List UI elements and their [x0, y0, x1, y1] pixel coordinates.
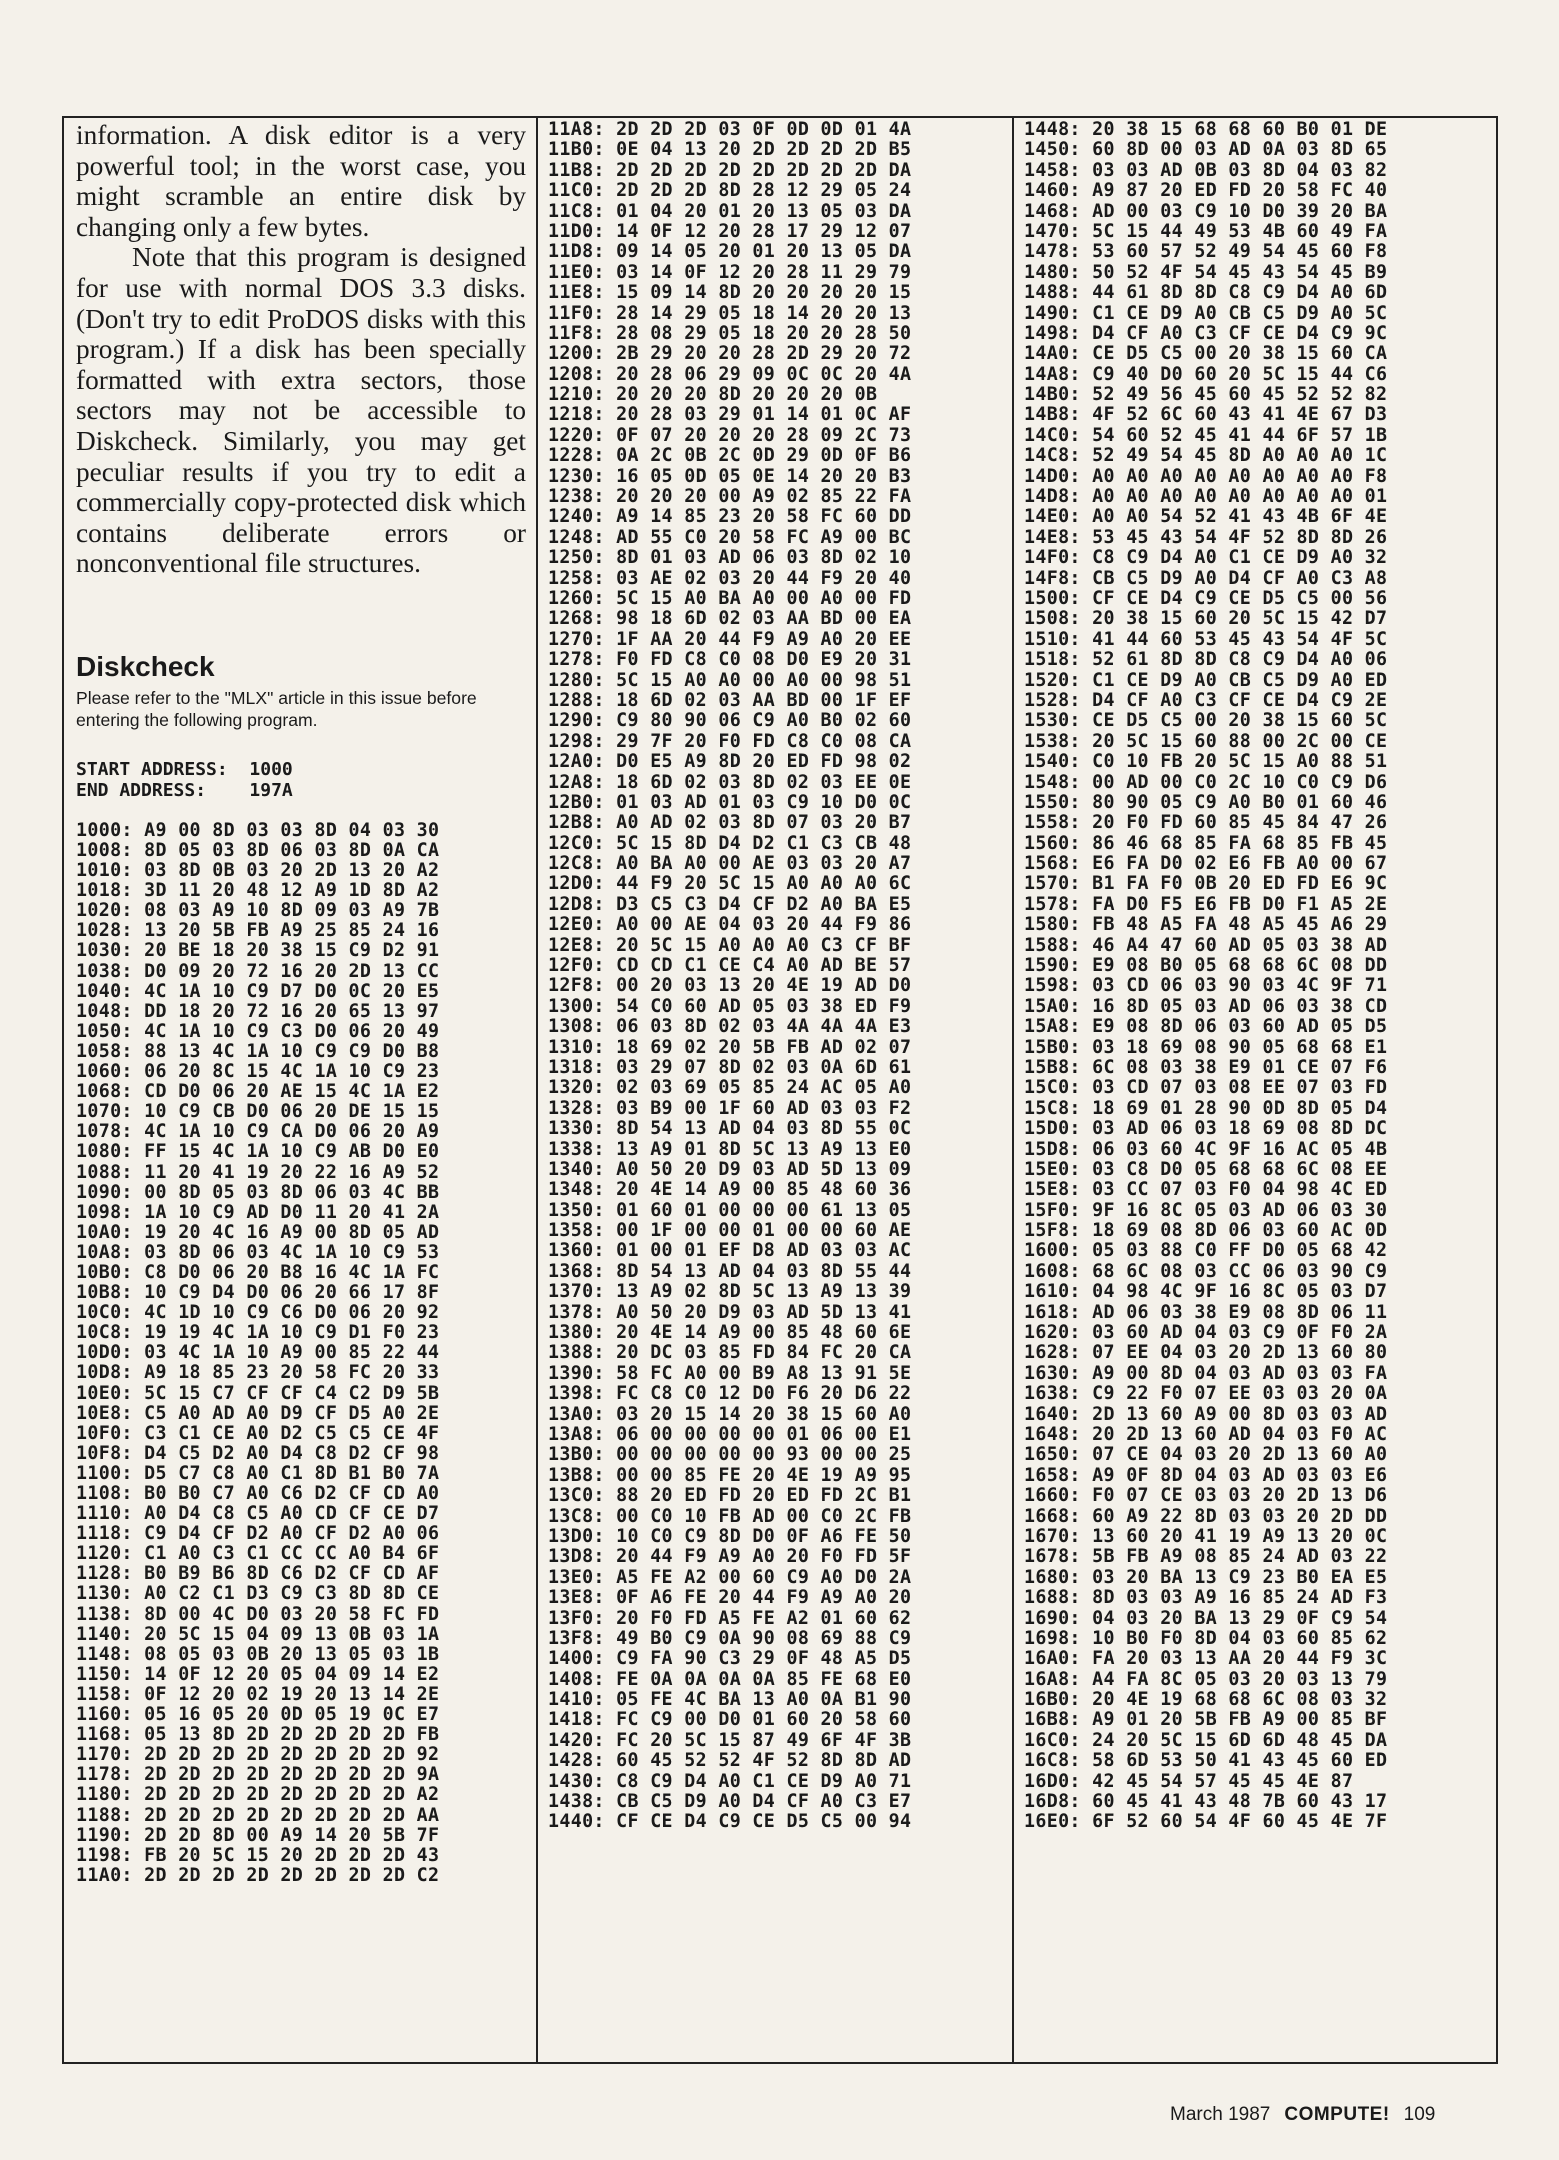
listing-line: 1150: 14 0F 12 20 05 04 09 14 E2: [76, 1663, 440, 1685]
listing-line: 13B0: 00 00 00 00 00 93 00 00 25: [548, 1444, 912, 1466]
listing-line: 1038: D0 09 20 72 16 20 2D 13 CC: [76, 960, 440, 982]
listing-column-3: [1024, 120, 1498, 1833]
listing-line: 1208: 20 28 06 29 09 0C 0C 20 4A: [548, 363, 912, 385]
listing-line: 14C0: 54 60 52 45 41 44 6F 57 1B: [1024, 424, 1388, 446]
listing-line: 1328: 03 B9 00 1F 60 AD 03 03 F2: [548, 1097, 912, 1119]
listing-line: 1450: 60 8D 00 03 AD 0A 03 8D 65: [1024, 139, 1388, 161]
listing-line: 1148: 08 05 03 0B 20 13 05 03 1B: [76, 1643, 440, 1665]
listing-line: 1270: 1F AA 20 44 F9 A9 A0 20 EE: [548, 628, 912, 650]
listing-line: 10D8: A9 18 85 23 20 58 FC 20 33: [76, 1362, 440, 1384]
listing-line: 1308: 06 03 8D 02 03 4A 4A 4A E3: [548, 1016, 912, 1038]
listing-line: 1580: FB 48 A5 FA 48 A5 45 A6 29: [1024, 914, 1388, 936]
listing-line: 1510: 41 44 60 53 45 43 54 4F 5C: [1024, 628, 1388, 650]
listing-line: 16D0: 42 45 54 57 45 45 4E 87: [1024, 1770, 1354, 1792]
listing-line: 1128: B0 B9 B6 8D C6 D2 CF CD AF: [76, 1563, 440, 1585]
listing-line: 1690: 04 03 20 BA 13 29 0F C9 54: [1024, 1607, 1388, 1629]
column-3: [1012, 116, 1498, 2064]
listing-line: 14E0: A0 A0 54 52 41 43 4B 6F 4E: [1024, 506, 1388, 528]
listing-line: 12A8: 18 6D 02 03 8D 02 03 EE 0E: [548, 771, 912, 793]
listing-line: 13D0: 10 C0 C9 8D D0 0F A6 FE 50: [548, 1525, 912, 1547]
listing-line: 13A8: 06 00 00 00 00 01 06 00 E1: [548, 1424, 912, 1445]
listing-line: 1528: D4 CF A0 C3 CF CE D4 C9 2E: [1024, 689, 1388, 711]
listing-line: 1600: 05 03 88 C0 FF D0 05 68 42: [1024, 1240, 1388, 1262]
listing-line: 1228: 0A 2C 0B 2C 0D 29 0D 0F B6: [548, 445, 912, 467]
listing-line: 15A8: E9 08 8D 06 03 60 AD 05 D5: [1024, 1016, 1388, 1038]
listing-line: 1338: 13 A9 01 8D 5C 13 A9 13 E0: [548, 1138, 912, 1160]
listing-line: 1210: 20 20 20 8D 20 20 20 0B: [548, 384, 878, 406]
listing-line: 1490: C1 CE D9 A0 CB C5 D9 A0 5C: [1024, 302, 1388, 324]
listing-line: 1030: 20 BE 18 20 38 15 C9 D2 91: [76, 940, 440, 962]
listing-line: 1448: 20 38 15 68 68 60 B0 01 DE: [1024, 119, 1388, 140]
listing-line: 16B0: 20 4E 19 68 68 6C 08 03 32: [1024, 1689, 1388, 1711]
listing-line: 15C0: 03 CD 07 03 08 EE 07 03 FD: [1024, 1077, 1388, 1099]
listing-line: 1040: 4C 1A 10 C9 D7 D0 0C 20 E5: [76, 980, 440, 1002]
listing-line: 1568: E6 FA D0 02 E6 FB A0 00 67: [1024, 853, 1388, 875]
listing-line: 1598: 03 CD 06 03 90 03 4C 9F 71: [1024, 975, 1388, 997]
listing-line: 11A0: 2D 2D 2D 2D 2D 2D 2D 2D C2: [76, 1864, 440, 1886]
listing-line: 1480: 50 52 4F 54 45 43 54 45 B9: [1024, 261, 1388, 283]
listing-line: 11C0: 2D 2D 2D 8D 28 12 29 05 24: [548, 180, 912, 202]
listing-line: 1288: 18 6D 02 03 AA BD 00 1F EF: [548, 689, 912, 711]
listing-line: 1680: 03 20 BA 13 C9 23 B0 EA E5: [1024, 1566, 1388, 1588]
listing-line: 1300: 54 C0 60 AD 05 03 38 ED F9: [548, 995, 912, 1017]
listing-line: 11F0: 28 14 29 05 18 14 20 20 13: [548, 302, 912, 324]
listing-line: 1398: FC C8 C0 12 D0 F6 20 D6 22: [548, 1383, 912, 1405]
listing-line: 1578: FA D0 F5 E6 FB D0 F1 A5 2E: [1024, 893, 1388, 915]
listing-line: 1320: 02 03 69 05 85 24 AC 05 A0: [548, 1077, 912, 1099]
listing-line: 10F0: C3 C1 CE A0 D2 C5 C5 CE 4F: [76, 1422, 440, 1444]
listing-line: 1638: C9 22 F0 07 EE 03 03 20 0A: [1024, 1383, 1388, 1405]
listing-line: 1238: 20 20 20 00 A9 02 85 22 FA: [548, 486, 912, 508]
listing-line: 1380: 20 4E 14 A9 00 85 48 60 6E: [548, 1322, 912, 1344]
listing-line: 10C0: 4C 1D 10 C9 C6 D0 06 20 92: [76, 1302, 440, 1324]
listing-line: 11F8: 28 08 29 05 18 20 20 28 50: [548, 322, 912, 344]
listing-line: 1618: AD 06 03 38 E9 08 8D 06 11: [1024, 1301, 1388, 1323]
listing-line: 12F0: CD CD C1 CE C4 A0 AD BE 57: [548, 955, 912, 977]
listing-line: 14A0: CE D5 C5 00 20 38 15 60 CA: [1024, 343, 1388, 365]
listing-line: 1640: 2D 13 60 A9 00 8D 03 03 AD: [1024, 1403, 1388, 1425]
listing-line: 1250: 8D 01 03 AD 06 03 8D 02 10: [548, 547, 912, 569]
listing-line: 13C0: 88 20 ED FD 20 ED FD 2C B1: [548, 1485, 912, 1507]
listing-line: 1100: D5 C7 C8 A0 C1 8D B1 B0 7A: [76, 1462, 440, 1484]
listing-line: 1158: 0F 12 20 02 19 20 13 14 2E: [76, 1683, 440, 1705]
listing-line: 1630: A9 00 8D 04 03 AD 03 03 FA: [1024, 1362, 1388, 1384]
listing-line: 11C8: 01 04 20 01 20 13 05 03 DA: [548, 200, 912, 222]
listing-line: 1548: 00 AD 00 C0 2C 10 C0 C9 D6: [1024, 771, 1388, 793]
listing-line: 1170: 2D 2D 2D 2D 2D 2D 2D 2D 92: [76, 1744, 440, 1766]
listing-line: 16A8: A4 FA 8C 05 03 20 03 13 79: [1024, 1668, 1388, 1690]
listing-line: 1248: AD 55 C0 20 58 FC A9 00 BC: [548, 526, 912, 548]
magazine-name: COMPUTE!: [1284, 2104, 1390, 2125]
listing-line: 1458: 03 03 AD 0B 03 8D 04 03 82: [1024, 159, 1388, 181]
listing-line: 11E0: 03 14 0F 12 20 28 11 29 79: [548, 261, 912, 283]
listing-line: 1340: A0 50 20 D9 03 AD 5D 13 09: [548, 1158, 912, 1180]
listing-line: 1070: 10 C9 CB D0 06 20 DE 15 15: [76, 1101, 440, 1123]
listing-line: 1410: 05 FE 4C BA 13 A0 0A B1 90: [548, 1689, 912, 1711]
listing-line: 1508: 20 38 15 60 20 5C 15 42 D7: [1024, 608, 1388, 630]
listing-line: 1018: 3D 11 20 48 12 A9 1D 8D A2: [76, 880, 440, 902]
listing-line: 1080: FF 15 4C 1A 10 C9 AB D0 E0: [76, 1141, 440, 1163]
listing-line: 1140: 20 5C 15 04 09 13 0B 03 1A: [76, 1623, 440, 1645]
listing-line: 10E8: C5 A0 AD A0 D9 CF D5 A0 2E: [76, 1402, 440, 1424]
listing-line: 11D0: 14 0F 12 20 28 17 29 12 07: [548, 220, 912, 242]
article-paragraph: information. A disk editor is a very powerful tool; in the worst case, you might scramble an entire disk by changing only a few bytes.: [76, 120, 526, 242]
listing-line: 1560: 86 46 68 85 FA 68 85 FB 45: [1024, 832, 1388, 854]
listing-line: 1258: 03 AE 02 03 20 44 F9 20 40: [548, 567, 912, 589]
listing-line: 1268: 98 18 6D 02 03 AA BD 00 EA: [548, 608, 912, 630]
listing-line: 1280: 5C 15 A0 A0 00 A0 00 98 51: [548, 669, 912, 691]
listing-line: 1088: 11 20 41 19 20 22 16 A9 52: [76, 1161, 440, 1183]
listing-line: 15B0: 03 18 69 08 90 05 68 68 E1: [1024, 1036, 1388, 1058]
listing-line: 11B8: 2D 2D 2D 2D 2D 2D 2D 2D DA: [548, 159, 912, 181]
listing-column-1: [76, 821, 526, 1886]
listing-line: 1650: 07 CE 04 03 20 2D 13 60 A0: [1024, 1444, 1388, 1466]
listing-line: 14D0: A0 A0 A0 A0 A0 A0 A0 A0 F8: [1024, 465, 1388, 487]
listing-line: 1390: 58 FC A0 00 B9 A8 13 91 5E: [548, 1362, 912, 1384]
listing-line: 1468: AD 00 03 C9 10 D0 39 20 BA: [1024, 200, 1388, 222]
listing-line: 1518: 52 61 8D 8D C8 C9 D4 A0 06: [1024, 649, 1388, 671]
listing-line: 12E0: A0 00 AE 04 03 20 44 F9 86: [548, 914, 912, 936]
listing-line: 1028: 13 20 5B FB A9 25 85 24 16: [76, 920, 440, 942]
listing-line: 1160: 05 16 05 20 0D 05 19 0C E7: [76, 1704, 440, 1726]
listing-line: 1180: 2D 2D 2D 2D 2D 2D 2D 2D A2: [76, 1784, 440, 1806]
listing-line: 16D8: 60 45 41 43 48 7B 60 43 17: [1024, 1791, 1388, 1813]
listing-line: 16C8: 58 6D 53 50 41 43 45 60 ED: [1024, 1750, 1388, 1772]
listing-line: 13F0: 20 F0 FD A5 FE A2 01 60 62: [548, 1607, 912, 1629]
listing-line: 15E8: 03 CC 07 03 F0 04 98 4C ED: [1024, 1179, 1388, 1201]
listing-line: 1610: 04 98 4C 9F 16 8C 05 03 D7: [1024, 1281, 1388, 1303]
listing-line: 1298: 29 7F 20 F0 FD C8 C0 08 CA: [548, 730, 912, 752]
listing-line: 12B8: A0 AD 02 03 8D 07 03 20 B7: [548, 812, 912, 834]
listing-line: 10B0: C8 D0 06 20 B8 16 4C 1A FC: [76, 1261, 440, 1283]
listing-line: 15F0: 9F 16 8C 05 03 AD 06 03 30: [1024, 1199, 1388, 1221]
listing-line: 11D8: 09 14 05 20 01 20 13 05 DA: [548, 241, 912, 263]
listing-line: 13E0: A5 FE A2 00 60 C9 A0 D0 2A: [548, 1566, 912, 1588]
listing-line: 1310: 18 69 02 20 5B FB AD 02 07: [548, 1036, 912, 1058]
listing-line: 1668: 60 A9 22 8D 03 03 20 2D DD: [1024, 1505, 1388, 1527]
column-1: [64, 116, 536, 2064]
listing-line: 1588: 46 A4 47 60 AD 05 03 38 AD: [1024, 934, 1388, 956]
listing-line: 1378: A0 50 20 D9 03 AD 5D 13 41: [548, 1301, 912, 1323]
listing-line: 14A8: C9 40 D0 60 20 5C 15 44 C6: [1024, 363, 1388, 385]
listing-line: 16B8: A9 01 20 5B FB A9 00 85 BF: [1024, 1709, 1388, 1731]
listing-line: 13E8: 0F A6 FE 20 44 F9 A9 A0 20: [548, 1587, 912, 1609]
listing-line: 1010: 03 8D 0B 03 20 2D 13 20 A2: [76, 860, 440, 882]
listing-line: 1698: 10 B0 F0 8D 04 03 60 85 62: [1024, 1627, 1388, 1649]
listing-line: 1460: A9 87 20 ED FD 20 58 FC 40: [1024, 180, 1388, 202]
listing-line: 1050: 4C 1A 10 C9 C3 D0 06 20 49: [76, 1020, 440, 1042]
listing-line: 12D0: 44 F9 20 5C 15 A0 A0 A0 6C: [548, 873, 912, 895]
listing-column-2: [548, 120, 1012, 1833]
listing-line: 1198: FB 20 5C 15 20 2D 2D 2D 43: [76, 1844, 440, 1866]
listing-line: 1678: 5B FB A9 08 85 24 AD 03 22: [1024, 1546, 1388, 1568]
listing-line: 1138: 8D 00 4C D0 03 20 58 FC FD: [76, 1603, 440, 1625]
listing-line: 1500: CF CE D4 C9 CE D5 C5 00 56: [1024, 587, 1388, 609]
listing-line: 12D8: D3 C5 C3 D4 CF D2 A0 BA E5: [548, 893, 912, 915]
article-paragraph: Note that this program is designed for use with normal DOS 3.3 disks. (Don't try to edit ProDOS disks with this program.) If a disk has been specially formatted with extra sectors, those sectors may not be accessible to Diskcheck. Similarly, you may get peculiar results if you try to edit a commercially copy-protected disk which contains deliberate errors or nonconventional file structures.: [76, 242, 526, 579]
listing-line: 1400: C9 FA 90 C3 29 0F 48 A5 D5: [548, 1648, 912, 1670]
listing-line: 1540: C0 10 FB 20 5C 15 A0 88 51: [1024, 751, 1388, 773]
listing-line: 1570: B1 FA F0 0B 20 ED FD E6 9C: [1024, 873, 1388, 895]
listing-line: 1190: 2D 2D 8D 00 A9 14 20 5B 7F: [76, 1824, 440, 1846]
listing-line: 1498: D4 CF A0 C3 CF CE D4 C9 9C: [1024, 322, 1388, 344]
listing-line: 1538: 20 5C 15 60 88 00 2C 00 CE: [1024, 730, 1388, 752]
listing-line: 1200: 2B 29 20 20 28 2D 29 20 72: [548, 343, 912, 365]
listing-line: 1428: 60 45 52 52 4F 52 8D 8D AD: [548, 1750, 912, 1772]
listing-line: 10A8: 03 8D 06 03 4C 1A 10 C9 53: [76, 1241, 440, 1263]
listing-line: 1478: 53 60 57 52 49 54 45 60 F8: [1024, 241, 1388, 263]
start-address: START ADDRESS: 1000: [76, 758, 293, 780]
listing-line: 14B8: 4F 52 6C 60 43 41 4E 67 D3: [1024, 404, 1388, 426]
listing-line: 11B0: 0E 04 13 20 2D 2D 2D 2D B5: [548, 139, 912, 161]
listing-line: 1130: A0 C2 C1 D3 C9 C3 8D 8D CE: [76, 1583, 440, 1605]
page-footer: [1170, 2104, 1500, 2128]
listing-line: 1420: FC 20 5C 15 87 49 6F 4F 3B: [548, 1729, 912, 1751]
listing-line: 1558: 20 F0 FD 60 85 45 84 47 26: [1024, 812, 1388, 834]
listing-line: 12E8: 20 5C 15 A0 A0 A0 C3 CF BF: [548, 934, 912, 956]
listing-line: 13B8: 00 00 85 FE 20 4E 19 A9 95: [548, 1464, 912, 1486]
listing-line: 1658: A9 0F 8D 04 03 AD 03 03 E6: [1024, 1464, 1388, 1486]
listing-line: 12A0: D0 E5 A9 8D 20 ED FD 98 02: [548, 751, 912, 773]
listing-line: 16A0: FA 20 03 13 AA 20 44 F9 3C: [1024, 1648, 1388, 1670]
page-number: 109: [1403, 2104, 1436, 2125]
listing-line: 1108: B0 B0 C7 A0 C6 D2 CF CD A0: [76, 1483, 440, 1504]
listing-line: 1178: 2D 2D 2D 2D 2D 2D 2D 2D 9A: [76, 1764, 440, 1786]
listing-line: 1418: FC C9 00 D0 01 60 20 58 60: [548, 1709, 912, 1731]
listing-line: 15A0: 16 8D 05 03 AD 06 03 38 CD: [1024, 995, 1388, 1017]
listing-line: 1648: 20 2D 13 60 AD 04 03 F0 AC: [1024, 1424, 1388, 1445]
listing-line: 12C8: A0 BA A0 00 AE 03 03 20 A7: [548, 853, 912, 875]
listing-line: 1090: 00 8D 05 03 8D 06 03 4C BB: [76, 1181, 440, 1203]
listing-line: 1488: 44 61 8D 8D C8 C9 D4 A0 6D: [1024, 282, 1388, 304]
listing-line: 1290: C9 80 90 06 C9 A0 B0 02 60: [548, 710, 912, 732]
listing-line: 1388: 20 DC 03 85 FD 84 FC 20 CA: [548, 1342, 912, 1364]
listing-line: 14F8: CB C5 D9 A0 D4 CF A0 C3 A8: [1024, 567, 1388, 589]
listing-line: 1440: CF CE D4 C9 CE D5 C5 00 94: [548, 1811, 912, 1833]
listing-line: 16E0: 6F 52 60 54 4F 60 45 4E 7F: [1024, 1811, 1388, 1833]
listing-line: 1118: C9 D4 CF D2 A0 CF D2 A0 06: [76, 1523, 440, 1545]
listing-line: 14B0: 52 49 56 45 60 45 52 52 82: [1024, 384, 1388, 406]
listing-line: 10E0: 5C 15 C7 CF CF C4 C2 D9 5B: [76, 1382, 440, 1404]
listing-line: 10D0: 03 4C 1A 10 A9 00 85 22 44: [76, 1342, 440, 1364]
listing-line: 1350: 01 60 01 00 00 00 61 13 05: [548, 1199, 912, 1221]
listing-line: 1318: 03 29 07 8D 02 03 0A 6D 61: [548, 1056, 912, 1078]
listing-line: 15F8: 18 69 08 8D 06 03 60 AC 0D: [1024, 1220, 1388, 1242]
listing-line: 10F8: D4 C5 D2 A0 D4 C8 D2 CF 98: [76, 1442, 440, 1464]
listing-line: 1278: F0 FD C8 C0 08 D0 E9 20 31: [548, 649, 912, 671]
listing-line: 1408: FE 0A 0A 0A 0A 85 FE 68 E0: [548, 1668, 912, 1690]
listing-line: 1008: 8D 05 03 8D 06 03 8D 0A CA: [76, 840, 440, 861]
listing-line: 1110: A0 D4 C8 C5 A0 CD CF CE D7: [76, 1503, 440, 1525]
listing-line: 14F0: C8 C9 D4 A0 C1 CE D9 A0 32: [1024, 547, 1388, 569]
listing-line: 1058: 88 13 4C 1A 10 C9 C9 D0 B8: [76, 1040, 440, 1062]
listing-line: 12F8: 00 20 03 13 20 4E 19 AD D0: [548, 975, 912, 997]
listing-line: 13F8: 49 B0 C9 0A 90 08 69 88 C9: [548, 1627, 912, 1649]
listing-line: 1260: 5C 15 A0 BA A0 00 A0 00 FD: [548, 587, 912, 609]
listing-line: 13A0: 03 20 15 14 20 38 15 60 A0: [548, 1403, 912, 1425]
listing-line: 15D0: 03 AD 06 03 18 69 08 8D DC: [1024, 1118, 1388, 1140]
listing-line: 1660: F0 07 CE 03 03 20 2D 13 D6: [1024, 1485, 1388, 1507]
listing-line: 14D8: A0 A0 A0 A0 A0 A0 A0 A0 01: [1024, 486, 1388, 508]
listing-line: 15E0: 03 C8 D0 05 68 68 6C 08 EE: [1024, 1158, 1388, 1180]
listing-line: 1590: E9 08 B0 05 68 68 6C 08 DD: [1024, 955, 1388, 977]
listing-line: 11A8: 2D 2D 2D 03 0F 0D 0D 01 4A: [548, 119, 912, 140]
listing-line: 1470: 5C 15 44 49 53 4B 60 49 FA: [1024, 220, 1388, 242]
listing-line: 1628: 07 EE 04 03 20 2D 13 60 80: [1024, 1342, 1388, 1364]
listing-line: 10B8: 10 C9 D4 D0 06 20 66 17 8F: [76, 1282, 440, 1304]
listing-line: 1078: 4C 1A 10 C9 CA D0 06 20 A9: [76, 1121, 440, 1143]
listing-line: 1240: A9 14 85 23 20 58 FC 60 DD: [548, 506, 912, 528]
listing-line: 1360: 01 00 01 EF D8 AD 03 03 AC: [548, 1240, 912, 1262]
listing-line: 1098: 1A 10 C9 AD D0 11 20 41 2A: [76, 1201, 440, 1223]
listing-line: 1068: CD D0 06 20 AE 15 4C 1A E2: [76, 1081, 440, 1103]
listing-line: 14E8: 53 45 43 54 4F 52 8D 8D 26: [1024, 526, 1388, 548]
listing-line: 10A0: 19 20 4C 16 A9 00 8D 05 AD: [76, 1221, 440, 1243]
listing-line: 1520: C1 CE D9 A0 CB C5 D9 A0 ED: [1024, 669, 1388, 691]
listing-line: 1358: 00 1F 00 00 01 00 00 60 AE: [548, 1220, 912, 1242]
listing-line: 11E8: 15 09 14 8D 20 20 20 20 15: [548, 282, 912, 304]
listing-line: 10C8: 19 19 4C 1A 10 C9 D1 F0 23: [76, 1322, 440, 1344]
mlx-note: Please refer to the "MLX" article in this issue before entering the following program.: [76, 687, 477, 730]
listing-line: 13D8: 20 44 F9 A9 A0 20 F0 FD 5F: [548, 1546, 912, 1568]
article-body: [76, 120, 526, 579]
listing-line: 1120: C1 A0 C3 C1 CC CC A0 B4 6F: [76, 1543, 440, 1565]
listing-line: 12B0: 01 03 AD 01 03 C9 10 D0 0C: [548, 791, 912, 813]
listing-line: 1348: 20 4E 14 A9 00 85 48 60 36: [548, 1179, 912, 1201]
listing-line: 1168: 05 13 8D 2D 2D 2D 2D 2D FB: [76, 1724, 440, 1746]
listing-line: 1220: 0F 07 20 20 20 28 09 2C 73: [548, 424, 912, 446]
listing-line: 15D8: 06 03 60 4C 9F 16 AC 05 4B: [1024, 1138, 1388, 1160]
listing-line: 1608: 68 6C 08 03 CC 06 03 90 C9: [1024, 1260, 1388, 1282]
listing-line: 12C0: 5C 15 8D D4 D2 C1 C3 CB 48: [548, 832, 912, 854]
listing-line: 1620: 03 60 AD 04 03 C9 0F F0 2A: [1024, 1322, 1388, 1344]
listing-line: 1438: CB C5 D9 A0 D4 CF A0 C3 E7: [548, 1791, 912, 1813]
listing-line: 1368: 8D 54 13 AD 04 03 8D 55 44: [548, 1260, 912, 1282]
listing-line: 1188: 2D 2D 2D 2D 2D 2D 2D 2D AA: [76, 1804, 440, 1826]
listing-line: 1530: CE D5 C5 00 20 38 15 60 5C: [1024, 710, 1388, 732]
listing-line: 1218: 20 28 03 29 01 14 01 0C AF: [548, 404, 912, 426]
column-2: [536, 116, 1012, 2064]
listing-line: 1230: 16 05 0D 05 0E 14 20 20 B3: [548, 465, 912, 487]
listing-line: 1550: 80 90 05 C9 A0 B0 01 60 46: [1024, 791, 1388, 813]
listing-line: 1688: 8D 03 03 A9 16 85 24 AD F3: [1024, 1587, 1388, 1609]
listing-heading: Diskcheck: [76, 650, 215, 682]
listing-line: 14C8: 52 49 54 45 8D A0 A0 A0 1C: [1024, 445, 1388, 467]
listing-line: 1370: 13 A9 02 8D 5C 13 A9 13 39: [548, 1281, 912, 1303]
listing-line: 1330: 8D 54 13 AD 04 03 8D 55 0C: [548, 1118, 912, 1140]
listing-line: 1060: 06 20 8C 15 4C 1A 10 C9 23: [76, 1061, 440, 1083]
listing-line: 1020: 08 03 A9 10 8D 09 03 A9 7B: [76, 900, 440, 922]
listing-line: 1670: 13 60 20 41 19 A9 13 20 0C: [1024, 1525, 1388, 1547]
listing-line: 15B8: 6C 08 03 38 E9 01 CE 07 F6: [1024, 1056, 1388, 1078]
listing-line: 1430: C8 C9 D4 A0 C1 CE D9 A0 71: [548, 1770, 912, 1792]
listing-line: 1048: DD 18 20 72 16 20 65 13 97: [76, 1000, 440, 1022]
end-address: END ADDRESS: 197A: [76, 779, 293, 801]
listing-line: 1000: A9 00 8D 03 03 8D 04 03 30: [76, 819, 440, 841]
listing-line: 15C8: 18 69 01 28 90 0D 8D 05 D4: [1024, 1097, 1388, 1119]
listing-line: 13C8: 00 C0 10 FB AD 00 C0 2C FB: [548, 1505, 912, 1527]
issue-date: March 1987: [1170, 2104, 1271, 2125]
listing-line: 16C0: 24 20 5C 15 6D 6D 48 45 DA: [1024, 1729, 1388, 1751]
